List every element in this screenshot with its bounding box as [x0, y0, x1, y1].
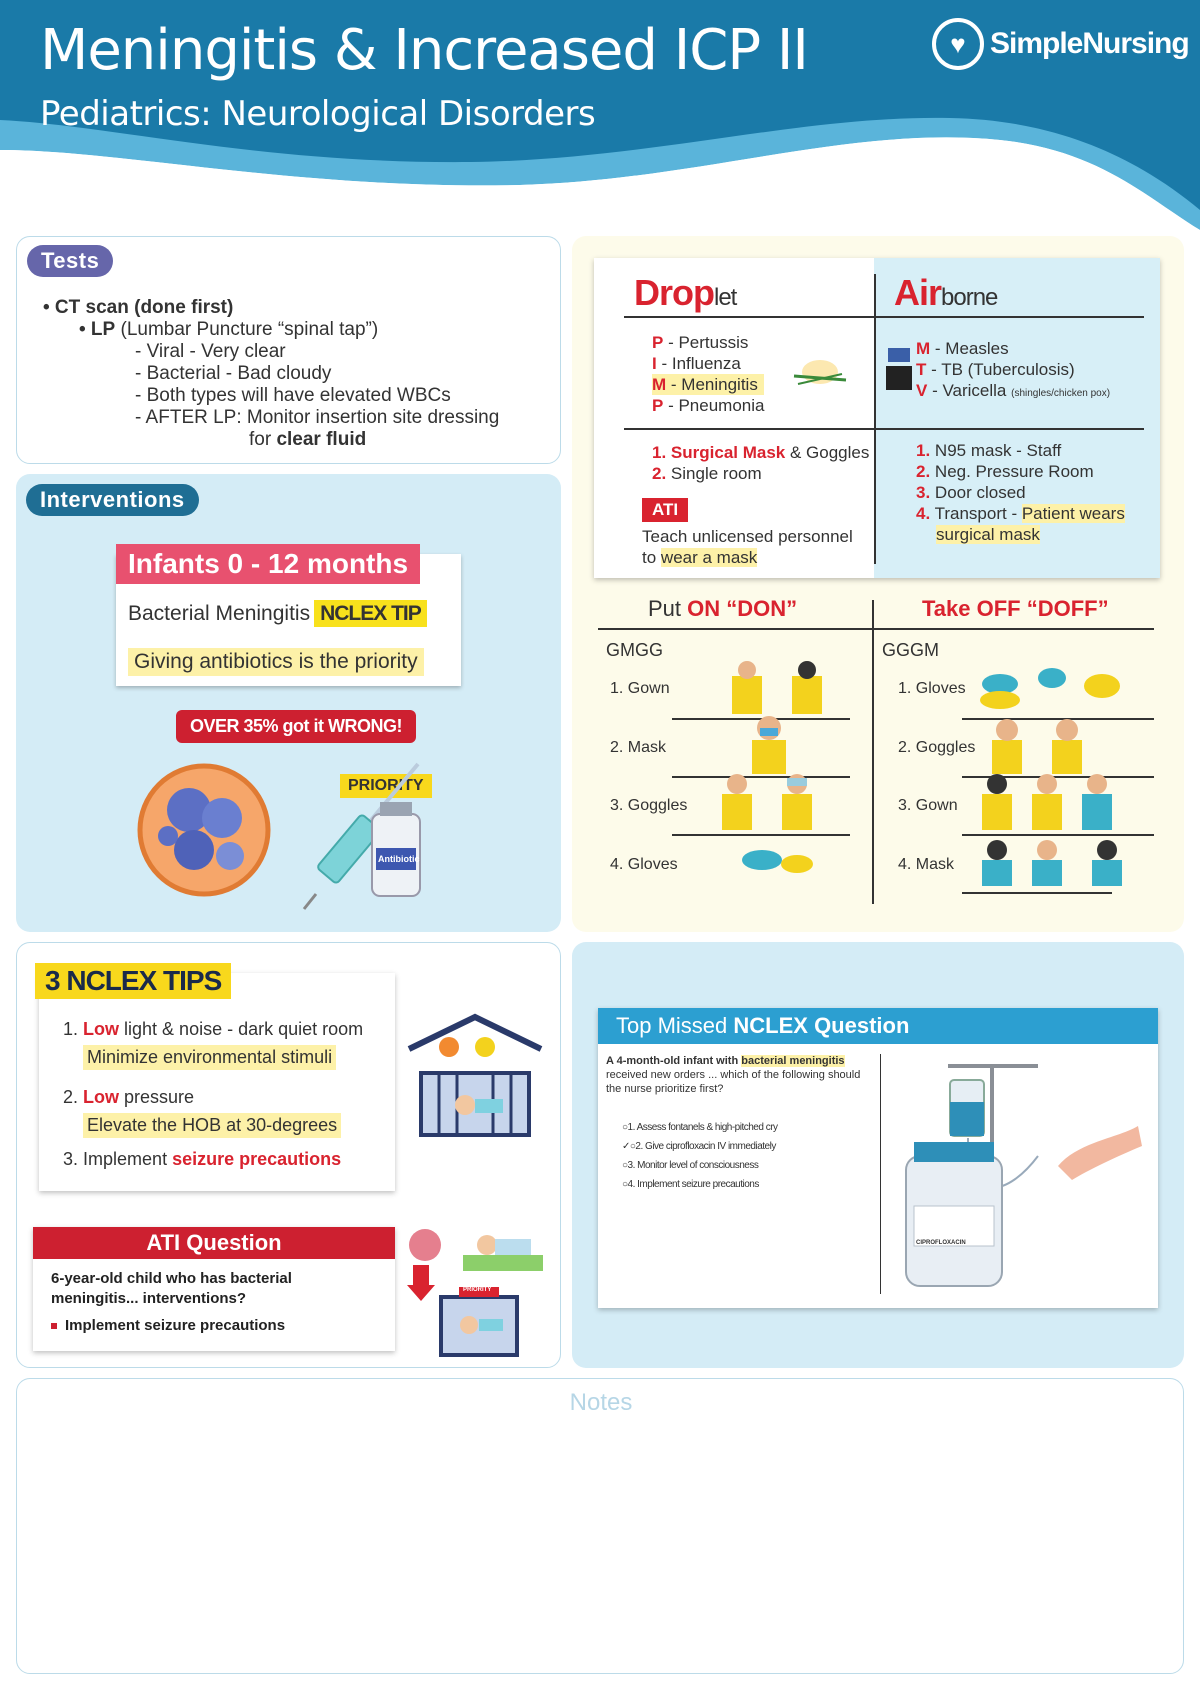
doff-step-4: 4. Mask	[898, 856, 955, 873]
interventions-panel	[16, 474, 561, 932]
antibiotics-priority: Giving antibiotics is the priority	[128, 648, 424, 676]
doff-ppe-figures-icon	[972, 660, 1152, 910]
ati-note: Teach unlicensed personnel to wear a mask	[642, 527, 853, 567]
vial-label: Antibiotic	[378, 854, 420, 864]
answer-option-4: ○4. Implement seizure precautions	[622, 1179, 759, 1190]
infants-title: Infants 0 - 12 months	[116, 544, 420, 584]
precautions-card	[594, 258, 1160, 578]
airborne-heading: Airborne	[894, 272, 998, 313]
ati-tag: ATI	[642, 498, 688, 522]
nclex-tips-title: 3 NCLEX TIPS	[35, 963, 231, 999]
droplet-germ-icon	[790, 354, 850, 394]
doff-step-1: 1. Gloves	[898, 680, 966, 697]
list-item: 1. N95 mask - Staff	[916, 441, 1062, 460]
page-title: Meningitis & Increased ICP II	[40, 18, 808, 83]
tests-panel	[16, 236, 561, 464]
list-item: P - Pneumonia	[652, 396, 765, 415]
list-item: P - Pertussis	[652, 333, 749, 352]
list-item: M - Measles	[916, 339, 1009, 358]
don-step-2: 2. Mask	[610, 739, 667, 756]
list-item: - Viral - Very clear	[135, 341, 286, 362]
tests-list	[43, 297, 499, 451]
wrong-stat-badge: OVER 35% got it WRONG!	[176, 710, 416, 743]
tip-2: 2. Low pressure	[63, 1087, 195, 1107]
list-item: V - Varicella (shingles/chicken pox)	[916, 381, 1111, 400]
syringe-vial-icon	[296, 744, 446, 924]
precautions-panel	[572, 236, 1184, 932]
list-item: 1. Surgical Mask & Goggles	[652, 443, 870, 462]
infants-card	[116, 548, 461, 686]
interventions-label: Interventions	[26, 484, 199, 516]
list-item: 2. Neg. Pressure Room	[916, 462, 1094, 481]
list-item: 4. Transport - Patient wears	[916, 504, 1125, 523]
list-item: - AFTER LP: Monitor insertion site dressing	[135, 407, 500, 428]
list-item: I - Influenza	[652, 354, 741, 373]
tip-1: 1. Low light & noise - dark quiet room	[63, 1019, 364, 1039]
tip-3: 3. Implement seizure precautions	[63, 1149, 342, 1169]
answer-option-3: ○3. Monitor level of consciousness	[622, 1160, 759, 1171]
list-item: - Both types will have elevated WBCs	[135, 385, 451, 406]
don-step-4: 4. Gloves	[610, 856, 678, 873]
airborne-steps	[916, 440, 1125, 545]
bacterial-meningitis-line: Bacterial Meningitis NCLEX TIP	[128, 602, 427, 626]
answer-option-2: ✓○2. Give ciprofloxacin IV immediately	[622, 1141, 776, 1152]
tests-label: Tests	[27, 245, 113, 277]
doff-step-3: 3. Gown	[898, 797, 958, 814]
don-ppe-figures-icon	[712, 660, 852, 910]
top-missed-question: A 4-month-old infant with bacterial meningitis received new orders ... which of the following should the nurse prioritize first?	[606, 1055, 861, 1095]
ati-question-card	[33, 1227, 395, 1351]
page-subtitle: Pediatrics: Neurological Disorders	[40, 94, 596, 134]
vial-label: CIPROFLOXACIN	[916, 1240, 966, 1246]
dark-room-crib-icon	[405, 1013, 545, 1153]
priority-tag: PRIORITY	[340, 774, 432, 798]
don-doff-section	[572, 596, 1184, 932]
don-step-1: 1. Gown	[610, 680, 670, 697]
ati-question-title: ATI Question	[33, 1227, 395, 1259]
droplet-diseases	[652, 332, 764, 416]
notes-title: Notes	[569, 1389, 633, 1416]
droplet-steps	[652, 442, 869, 484]
don-step-3: 3. Goggles	[610, 797, 688, 814]
ati-question-text: 6-year-old child who has bacterial meningitis... interventions?	[51, 1270, 292, 1307]
nclex-tips-card	[39, 965, 395, 1191]
seizure-sign-label: PRIORITY	[463, 1287, 492, 1293]
tip-1-sub: Minimize environmental stimuli	[83, 1045, 336, 1070]
air-mask-icon	[884, 344, 914, 394]
list-item: M - Meningitis	[652, 374, 764, 395]
list-item: 2. Single room	[652, 464, 762, 483]
don-heading: Put ON “DON”	[648, 596, 798, 621]
list-item: surgical mask	[936, 525, 1040, 544]
top-missed-title: Top Missed NCLEX Question	[598, 1008, 1158, 1044]
doff-heading: Take OFF “DOFF”	[922, 596, 1109, 621]
bacteria-petri-icon	[134, 760, 274, 900]
list-item: - Bacterial - Bad cloudy	[135, 363, 332, 384]
list-item: 3. Door closed	[916, 483, 1026, 502]
tip-2-sub: Elevate the HOB at 30-degrees	[83, 1113, 341, 1138]
nclex-tip-badge: NCLEX TIP	[314, 600, 427, 627]
nclex-tips-panel	[16, 942, 561, 1368]
ati-question-answer: Implement seizure precautions	[51, 1317, 285, 1334]
seizure-precautions-icon	[403, 1225, 553, 1365]
doff-code: GGGM	[882, 640, 939, 660]
list-item: T - TB (Tuberculosis)	[916, 360, 1075, 379]
brand-name: SimpleNursing	[990, 27, 1189, 60]
list-item: • LP (Lumbar Puncture “spinal tap”)	[79, 319, 379, 340]
header-banner	[0, 0, 1200, 230]
answer-option-1: ○1. Assess fontanels & high-pitched cry	[622, 1122, 778, 1133]
notes-panel[interactable]	[16, 1378, 1184, 1674]
top-missed-panel	[572, 942, 1184, 1368]
airborne-diseases	[916, 338, 1110, 404]
iv-antibiotic-icon	[888, 1046, 1148, 1296]
list-item: for clear fluid	[249, 429, 367, 450]
droplet-heading: Droplet	[634, 272, 737, 313]
brand-logo	[932, 18, 1189, 70]
stethoscope-heart-icon: ♥	[932, 18, 984, 70]
don-code: GMGG	[606, 640, 663, 660]
list-item: • CT scan (done first)	[43, 297, 234, 318]
doff-step-2: 2. Goggles	[898, 739, 976, 756]
